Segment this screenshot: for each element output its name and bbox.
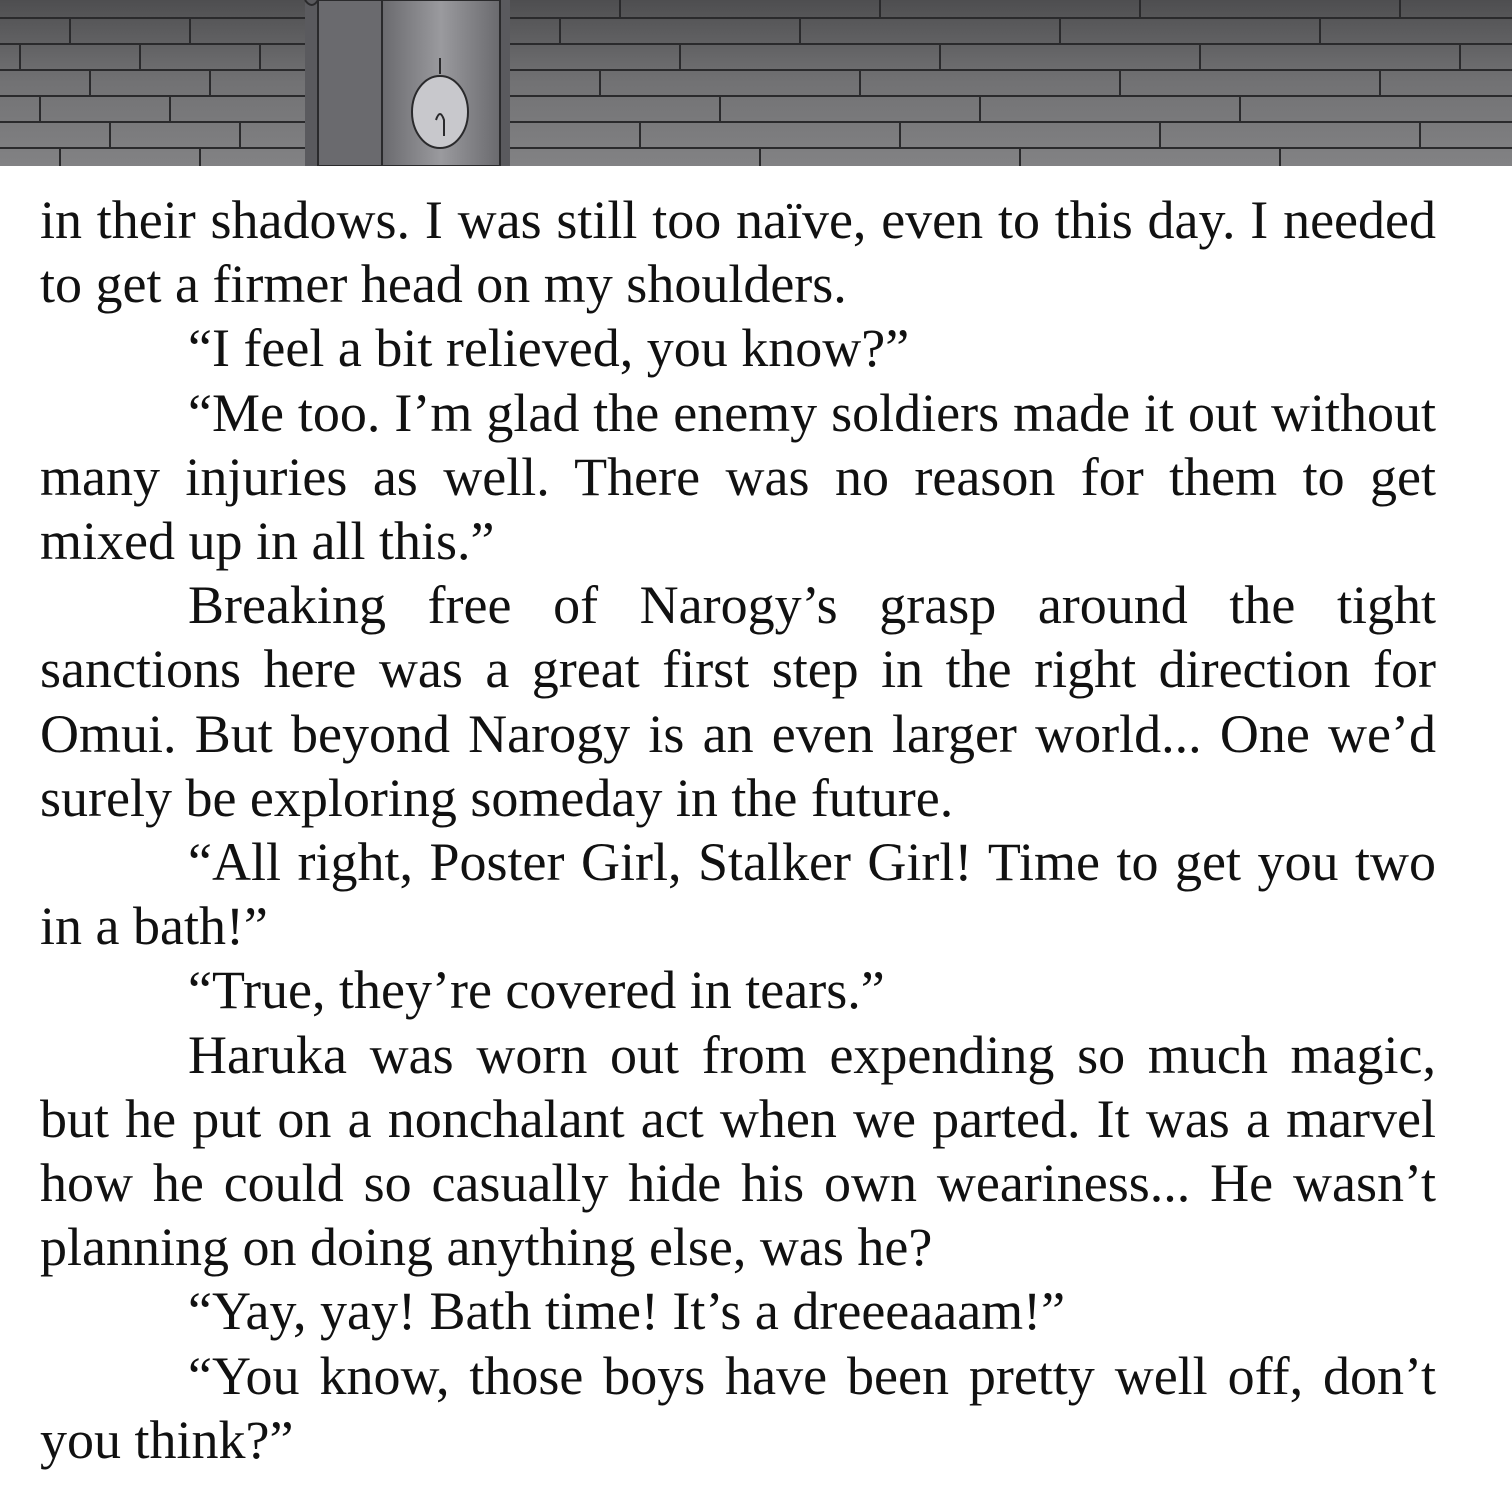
paragraph: “You know, those boys have been pretty well off, don’t you think?” bbox=[40, 1345, 1436, 1470]
paragraph: in their shadows. I was still too naïve, even to this day. I needed to get a firmer head on my shoulders. bbox=[40, 190, 1436, 315]
paragraph: Breaking free of Narogy’s grasp around the tight sanctions here was a great first step in the right direction for Omui. But beyond Narogy is an even larger world... One we’d surely be exploring someday in the future. bbox=[40, 575, 1436, 828]
paragraph: “Me too. I’m glad the enemy soldiers made it out without many injuries as well. There was no reason for them to get mixed up in all this.” bbox=[40, 382, 1436, 572]
paragraph: “I feel a bit relieved, you know?” bbox=[188, 318, 910, 379]
paragraph: “True, they’re covered in tears.” bbox=[188, 960, 885, 1021]
illustration-brick-wall bbox=[0, 0, 1512, 166]
brick-wall-with-door-icon bbox=[0, 0, 1512, 166]
novel-text-body bbox=[40, 188, 1436, 1472]
paragraph: “Yay, yay! Bath time! It’s a dreeeaaam!” bbox=[188, 1281, 1066, 1342]
paragraph: Haruka was worn out from expending so much magic, but he put on a nonchalant act when we parted. It was a marvel how he could so casually hide his own weariness... He wasn’t planning on doing anything else, was he? bbox=[40, 1024, 1436, 1278]
paragraph: “All right, Poster Girl, Stalker Girl! Time to get you two in a bath!” bbox=[40, 832, 1436, 957]
